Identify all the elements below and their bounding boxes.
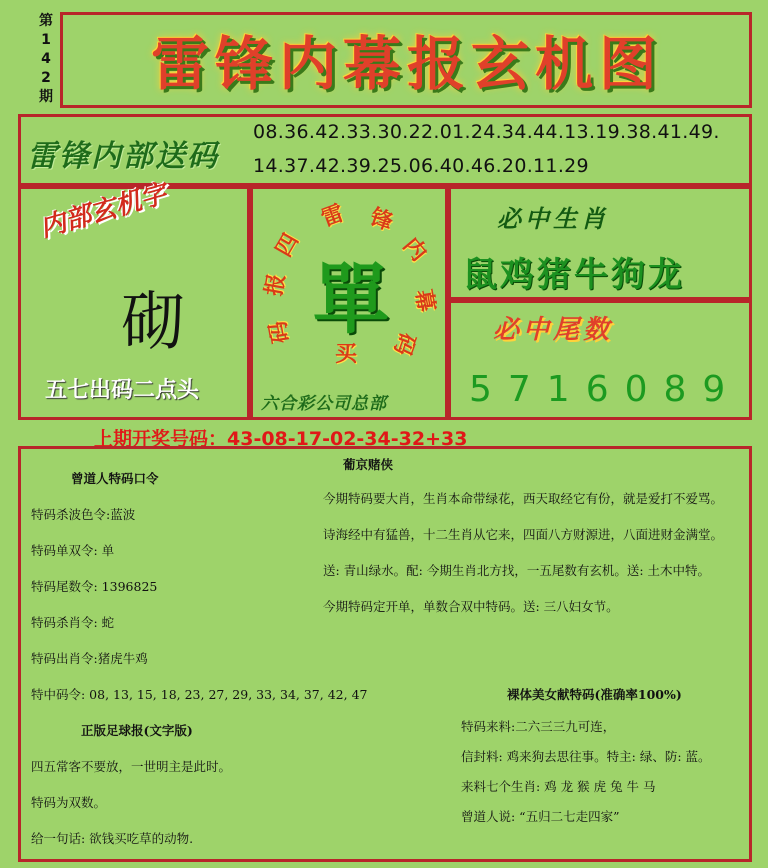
- left-line-2: 特码为双数。: [31, 795, 107, 810]
- tail-digit-box: [448, 300, 752, 420]
- ring-char: 码: [264, 319, 295, 346]
- right-line-2: 特码来料:二六三三九可连，: [461, 719, 616, 734]
- left-line: 特码尾数令: 1396825: [31, 579, 158, 594]
- inner-word-box: [18, 178, 250, 420]
- zodiac-box: [448, 186, 752, 300]
- ring-char: 内: [397, 232, 432, 267]
- single-double-box: [250, 186, 448, 420]
- issue-char: 期: [39, 89, 53, 105]
- inner-word-character: 砌: [121, 286, 185, 360]
- ring-char: 雷: [317, 199, 348, 232]
- ring-char: 四: [270, 229, 305, 262]
- right-line-2: 来料七个生肖: 鸡 龙 猴 虎 兔 牛 马: [461, 779, 656, 794]
- issue-char: 1: [41, 32, 51, 48]
- right-line-2: 信封料: 鸡来狗去思往事。特主: 绿、防: 蓝。: [461, 749, 711, 764]
- left-line-2: 四五常客不要放，一世明主是此时。: [31, 759, 232, 774]
- tips-box: [18, 446, 752, 862]
- tail-digit-values: 5716089: [469, 369, 742, 410]
- issue-char: 4: [41, 51, 51, 67]
- numbers-row: [18, 114, 752, 186]
- ring-char: 码: [388, 329, 421, 359]
- numbers-line-1: 08.36.42.33.30.22.01.24.34.44.13.19.38.41.49.: [253, 121, 720, 143]
- ring-char: 锋: [366, 203, 397, 236]
- left-line: 特码杀波色令:蓝波: [31, 507, 136, 522]
- right-line: 今期特码定开单，单数合双中特码。送: 三八妇女节。: [323, 599, 619, 614]
- left-heading: 曾道人特码口令: [71, 471, 159, 486]
- right-heading-2: 裸体美女献特码(准确率100%): [507, 687, 682, 702]
- ring-char: 买: [335, 341, 358, 367]
- numbers-line-2: 14.37.42.39.25.06.40.46.20.11.29: [253, 155, 589, 177]
- right-line: 诗海经中有猛兽，十二生肖从它来，四面八方财源进，八面进财金满堂。: [323, 527, 724, 542]
- left-heading-2: 正版足球报(文字版): [81, 723, 193, 738]
- zodiac-title: 必中生肖: [497, 204, 609, 233]
- page-title: 雷锋内幕报玄机图: [150, 30, 663, 98]
- single-double-character: 單: [313, 255, 389, 344]
- right-heading: 葡京赌侠: [343, 457, 394, 472]
- left-line: 特码杀肖令: 蛇: [31, 615, 115, 630]
- last-draw-numbers: 上期开奖号码：43-08-17-02-34-32+33: [94, 428, 468, 450]
- ring-char: 幕: [409, 287, 440, 314]
- zodiac-values: 鼠鸡猪牛狗龙: [463, 255, 685, 295]
- numbers-row-label: 雷锋内部送码: [27, 139, 219, 174]
- company-label: 六合彩公司总部: [261, 394, 387, 414]
- left-line: 特码出肖令:猪虎牛鸡: [31, 651, 148, 666]
- inner-word-hint: 五七出码二点头: [45, 377, 200, 403]
- right-line: 送: 青山绿水。配: 今期生肖北方找，一五尾数有玄机。送: 土木中特。: [323, 563, 711, 578]
- issue-char: 2: [41, 70, 51, 86]
- ring-char: 报: [260, 271, 291, 298]
- left-line: 特码单双令: 单: [31, 543, 115, 558]
- tail-digit-title: 必中尾数: [493, 315, 614, 345]
- left-line: 特中码令: 08, 13, 15, 18, 23, 27, 29, 33, 34, 37, 42, 47: [31, 687, 368, 702]
- issue-number: [32, 12, 60, 108]
- right-line: 今期特码要大肖，生肖本命带绿花，西天取经它有份，就是爱打不爱骂。: [323, 491, 724, 506]
- issue-char: 第: [39, 13, 53, 29]
- inner-word-label: 内部玄机字: [36, 178, 170, 244]
- right-line-2: 曾道人说: “五归二七走四家”: [461, 809, 620, 824]
- left-line-2: 给一句话: 欲钱买吃草的动物.: [31, 831, 194, 846]
